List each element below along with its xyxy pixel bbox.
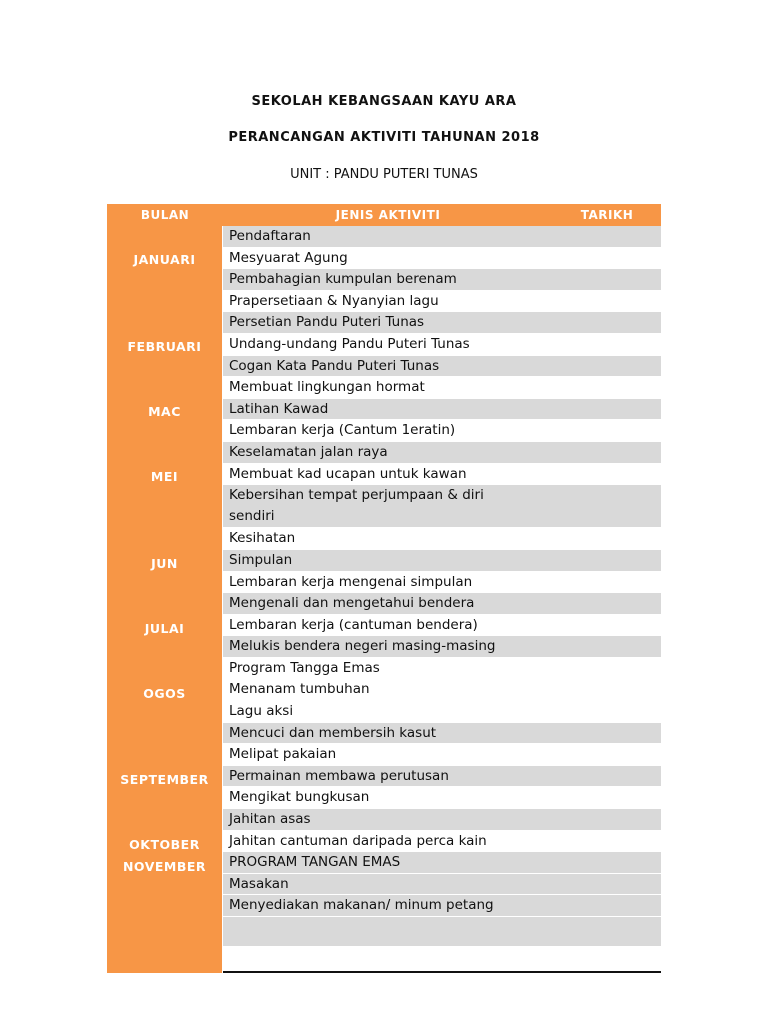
month-label: MEI — [150, 469, 179, 484]
table-row: Menyediakan makanan/ minum petang — [223, 895, 661, 917]
header-tarikh: TARIKH — [580, 208, 634, 222]
table-row: Membuat kad ucapan untuk kawan — [223, 464, 661, 486]
table-row: Pendaftaran — [223, 226, 661, 248]
table-row: Lagu aksi — [223, 701, 661, 723]
table-row: Kesihatan — [223, 528, 661, 550]
table-row: Kebersihan tempat perjumpaan & diri sendiri — [223, 485, 661, 528]
table-row: Keselamatan jalan raya — [223, 442, 661, 464]
table-row: Lembaran kerja (cantuman bendera) — [223, 615, 661, 637]
table-row: Menanam tumbuhan — [223, 679, 661, 701]
table-row: Jahitan asas — [223, 809, 661, 831]
table-row: Simpulan — [223, 550, 661, 572]
table-row: Masakan — [223, 874, 661, 896]
school-name: SEKOLAH KEBANGSAAN KAYU ARA — [251, 94, 517, 109]
month-label: SEPTEMBER — [120, 772, 209, 787]
table-row: Melipat pakaian — [223, 744, 661, 766]
table-row: Jahitan cantuman daripada perca kain — [223, 831, 661, 853]
table-row: Pembahagian kumpulan berenam — [223, 269, 661, 291]
activity-column — [223, 226, 661, 947]
table-row: Persetian Pandu Puteri Tunas — [223, 312, 661, 334]
table-row: Melukis bendera negeri masing-masing — [223, 636, 661, 658]
table-row: Undang-undang Pandu Puteri Tunas — [223, 334, 661, 356]
header-jenis-aktiviti: JENIS AKTIVITI — [335, 208, 441, 222]
month-label: OKTOBER — [129, 837, 200, 852]
table-row-empty — [223, 917, 661, 947]
table-row: PROGRAM TANGAN EMAS — [223, 852, 661, 874]
month-label: JANUARI — [133, 252, 196, 267]
table-row: Mesyuarat Agung — [223, 248, 661, 270]
month-label: MAC — [148, 404, 181, 419]
unit-line: UNIT : PANDU PUTERI TUNAS — [290, 167, 478, 182]
table-header — [107, 204, 661, 226]
month-label: JULAI — [144, 621, 185, 636]
table-row: Mengenali dan mengetahui bendera — [223, 593, 661, 615]
plan-title: PERANCANGAN AKTIVITI TAHUNAN 2018 — [228, 130, 540, 145]
table-row: Mencuci dan membersih kasut — [223, 723, 661, 745]
table-row: Cogan Kata Pandu Puteri Tunas — [223, 356, 661, 378]
table-row: Prapersetiaan & Nyanyian lagu — [223, 291, 661, 313]
table-row: Program Tangga Emas — [223, 658, 661, 680]
table-row: Membuat lingkungan hormat — [223, 377, 661, 399]
table-row: Lembaran kerja mengenai simpulan — [223, 572, 661, 594]
table-row: Mengikat bungkusan — [223, 787, 661, 809]
month-column — [107, 226, 222, 973]
month-label: OGOS — [143, 686, 186, 701]
month-label: FEBRUARI — [127, 339, 202, 354]
activity-table — [107, 204, 661, 973]
header-bulan: BULAN — [140, 208, 190, 222]
month-label: JUN — [151, 556, 178, 571]
table-row: Permainan membawa perutusan — [223, 766, 661, 788]
month-label: NOVEMBER — [122, 859, 207, 874]
table-row: Latihan Kawad — [223, 399, 661, 421]
table-row: Lembaran kerja (Cantum 1eratin) — [223, 420, 661, 442]
table-bottom-border — [223, 971, 661, 973]
